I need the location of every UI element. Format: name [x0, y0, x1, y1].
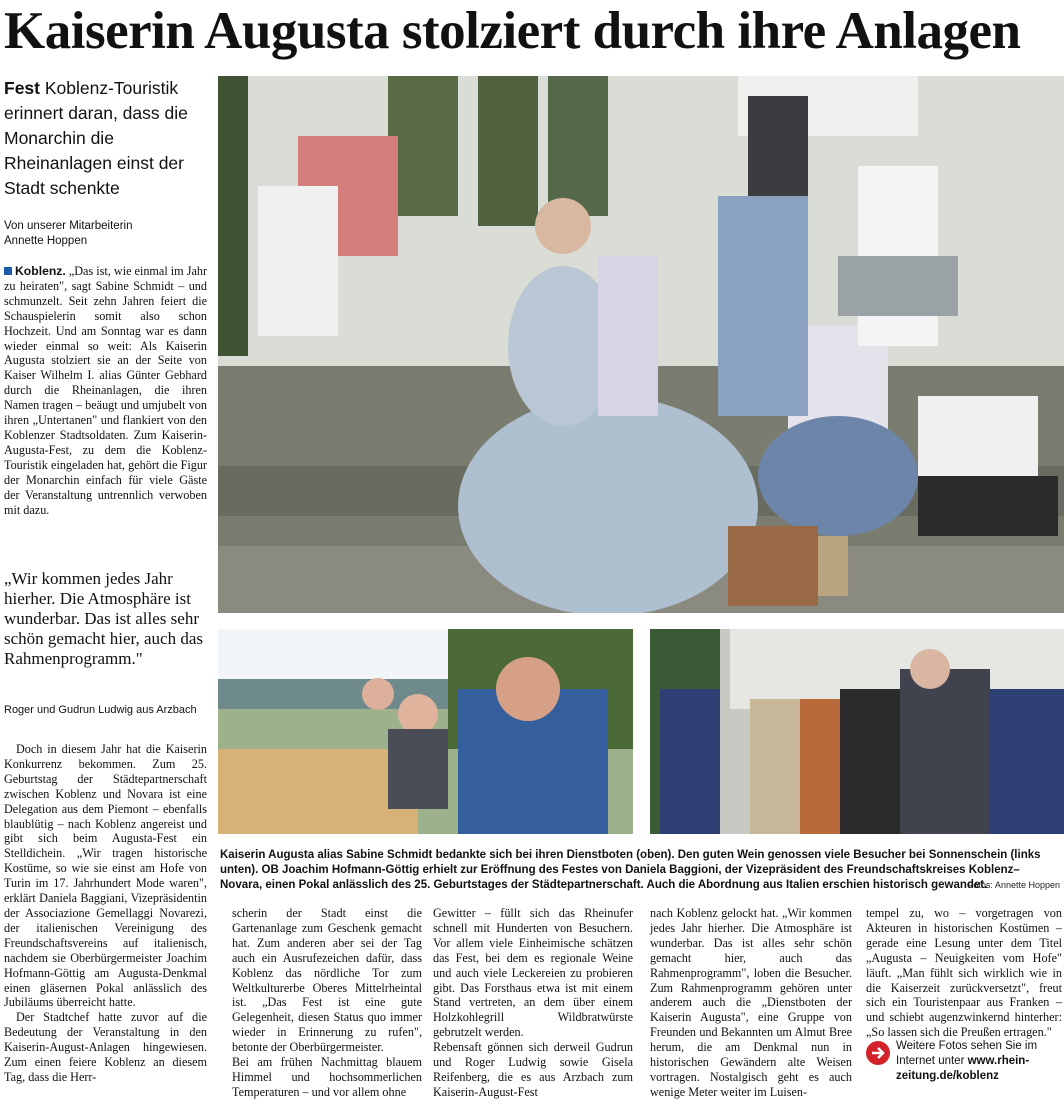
body-paragraph: Der Stadtchef hatte zuvor auf die Bedeutung der Veranstaltung in den Kaiserin-August-Anlagen hingewiesen. Zum einen feiere Koblenz an diesem Tag, dass die Herr- [4, 1010, 207, 1084]
byline-intro: Von unserer Mitarbeiterin [4, 220, 133, 232]
photo-caption: Kaiserin Augusta alias Sabine Schmidt bedankte sich bei ihren Dienstboten (oben). Den guten Wein genossen viele Besucher bei Sonnenschein (links unten). OB Joachim Hofmann-Göttig erhielt zur Eröffnung des Festes von Daniela Baggioni, der Vizepräsident des Freundschaftskreises Koblenz–Novara, einen Pokal anlässlich des 25. Geburtstages der Städtepartnerschaft. Auch die Abordnung aus Italien erschien historisch gewandet. [220, 849, 1041, 891]
body-column-3: Gewitter – füllt sich das Rheinufer schnell mit Hunderten von Besuchern. Vor allem viele Einheimische schätzen das Fest, bei dem es regionale Weine und auch viele Leckereien zu probieren gibt. Das Forsthaus etwa ist mit einem Stand vertreten, an dem über einem Holzkohlegrill Wildbratwürste gebrutzelt werden. Rebensaft gönnen sich derweil Gudrun und Roger Ludwig sowie Gisela Reifenberg, die es aus Arzbach zum Kaiserin-August-Fest [433, 906, 633, 1099]
byline-author: Annette Hoppen [4, 235, 88, 247]
web-promo [896, 1039, 1062, 1084]
body-column-4: nach Koblenz gelockt hat. „Wir kommen jedes Jahr hierher. Die Atmosphäre ist wunderbar. Das ist alles sehr schön gemacht hier, auch das Rahmenprogramm", loben die Besucher. Zum Rahmenprogramm gehören unter anderem auch die „Dienstboten der Kaiserin Augusta", eine Gruppe von Freunden und Bekannten um Almut Bree herum, die am Denkmal nun in historischen Gewändern alte Weisen vortragen. Nostalgisch geht es auch wenige Meter weiter im Luisen- [650, 906, 852, 1099]
web-promo-text: Weitere Fotos sehen Sie im Internet unter [896, 1040, 1038, 1067]
main-photo [218, 76, 1064, 613]
photo-wine-visitors [218, 629, 633, 834]
body-column-1-top [4, 264, 207, 517]
article-kicker [4, 76, 209, 201]
photo-credit: Fotos: Annette Hoppen [967, 880, 1060, 890]
article-headline: Kaiserin Augusta stolziert durch ihre Anlagen [4, 2, 1021, 60]
kicker-label: Fest [4, 78, 40, 98]
body-column-1-bottom [4, 742, 207, 1085]
byline [4, 219, 209, 249]
kicker-text: Koblenz-Touristik erinnert daran, dass die Monarchin die Rheinanlagen einst der Stadt schenkte [4, 78, 188, 198]
photo-italian-delegation [650, 629, 1064, 834]
dateline: Koblenz. [15, 264, 66, 278]
body-paragraph: „Das ist, wie einmal im Jahr zu heiraten", sagt Sabine Schmidt – und schmunzelt. Seit zehn Jahren feiert die Schauspielerin somit also schon Hochzeit. Und am Sonntag war es dann wieder einmal so weit: Als Kaiserin Augusta stolziert sie an der Seite von Kaiser Wilhelm I. alias Günter Gebhard durch die Rheinanlagen, die ihren Namen tragen – beäugt und umjubelt von ihren „Untertanen" und flankiert von den Koblenzer Stadtsoldaten. Zum Kaiserin-Augusta-Fest, zu dem die Koblenz-Touristik eingeladen hat, gehört die Figur der Monarchin einfach für viele Gäste der Veranstaltung untrennlich verwoben mit dazu. [4, 264, 208, 517]
body-column-2: scherin der Stadt einst die Gartenanlage zum Geschenk gemacht hat. Zum anderen aber sei der Tag auch ein Ausrufezeichen dafür, dass Koblenz das nördliche Tor zum Weltkulturerbe Oberes Mittelrheintal ist. „Das Fest ist eine gute Gelegenheit, diesen Status quo immer wieder in Erinnerung zu rufen", betonte der Oberbürgermeister. Bei am frühen Nachmittag blauem Himmel und hochsommerlichen Temperaturen – und vor allem ohne [232, 906, 422, 1099]
pull-quote: „Wir kommen jedes Jahr hierher. Die Atmosphäre ist wunderbar. Das ist alles sehr schön gemacht hier, auch das Rahmenprogramm." [4, 569, 203, 668]
pull-quote-source: Roger und Gudrun Ludwig aus Arzbach [4, 704, 197, 716]
arrow-right-icon [866, 1041, 890, 1065]
location-marker-icon [4, 267, 12, 275]
body-paragraph: Doch in diesem Jahr hat die Kaiserin Konkurrenz bekommen. Zum 25. Geburtstag der Städtepartnerschaft zwischen Koblenz und Novara ist eine Delegation aus dem Piemont – ebenfalls blaublütig – nach Koblenz angereist und gibt sich beim Augusta-Fest ein Stelldichein. „Wir tragen historische Kostüme, so wie sie einst am Hofe von Turin im 17. Jahrhundert Mode waren", erklärt Daniela Baggiani, Vizepräsidentin der Associazione Gemellaggi Novarezi, der italienischen Vereinigung des Freundschaftsvereins auf italienisch, nachdem sie Oberbürgermeister Joachim Hofmann-Göttig am Augusta-Denkmal einen gläsernen Pokal anlässlich des Jubiläums überreicht hatte. [4, 742, 207, 1010]
web-promo-url[interactable]: www.rhein-zeitung.de/koblenz [896, 1055, 1030, 1082]
body-column-5: tempel zu, wo – vorgetragen von Akteuren in historischen Kostümen – gerade eine Lesung unter dem Titel „Augusta – Neuigkeiten vom Hofe" läuft. „Man fühlt sich wirklich wie in die Kaiserzeit zurückversetzt", freut sich ein Touristenpaar aus Franken – und schiebt augenzwinkernd hinterher: „So lassen sich die Preußen ertragen." [866, 906, 1062, 1040]
